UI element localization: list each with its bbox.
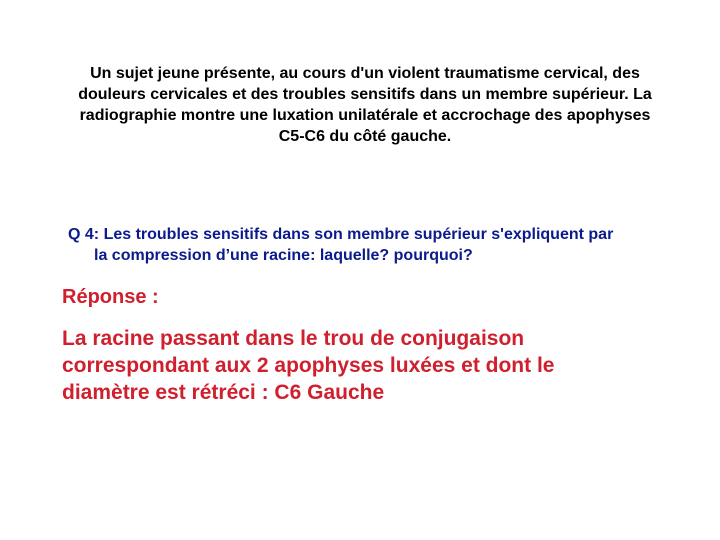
answer-text <box>62 325 702 406</box>
case-line: Un sujet jeune présente, au cours d'un violent traumatisme cervical, des <box>90 65 640 82</box>
answer-line: La racine passant dans le trou de conjugaison <box>62 327 525 350</box>
case-line: C5-C6 du côté gauche. <box>278 128 452 145</box>
case-description <box>30 63 700 147</box>
case-line: douleurs cervicales et des troubles sensitifs dans un membre supérieur. La <box>78 86 652 103</box>
answer-line: diamètre est rétréci : C6 Gauche <box>62 381 385 404</box>
question-line: Q 4: Les troubles sensitifs dans son membre supérieur s'expliquent par <box>68 226 614 243</box>
answer-line: correspondant aux 2 apophyses luxées et dont le <box>62 354 555 377</box>
answer-label: Réponse : <box>62 286 159 308</box>
question <box>68 224 708 266</box>
question-line: la compression d’une racine: laquelle? pourquoi? <box>94 247 473 264</box>
case-line: radiographie montre une luxation unilatérale et accrochage des apophyses <box>79 107 651 124</box>
